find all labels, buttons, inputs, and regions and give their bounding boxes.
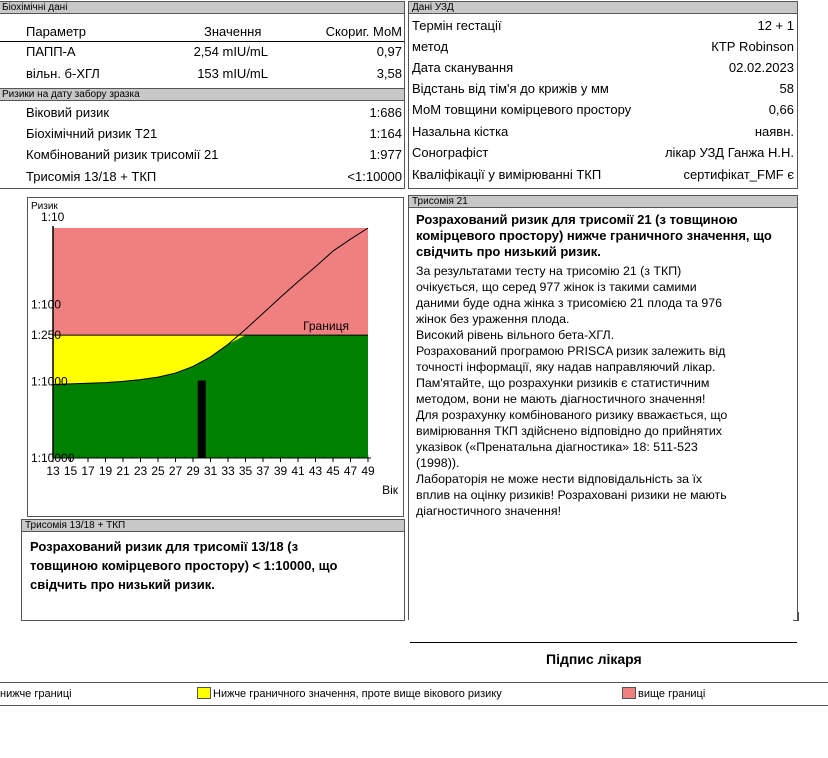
risk-value: <1:10000 [347,169,402,184]
risk-chart-panel [27,197,404,517]
usd-value: КТР Robinson [711,39,794,54]
usd-label: метод [412,39,449,54]
t1318-line: Розрахований ризик для трисомії 13/18 (з [30,539,299,554]
usd-value: лікар УЗД Ганжа Н.Н. [664,145,794,160]
usd-row [409,58,797,78]
signature-label: Підпис лікаря [546,651,642,667]
t21-line: очікується, що серед 977 жінок із такими самими [416,280,697,294]
usd-row [409,165,797,185]
signature-line [410,642,797,643]
usd-row [409,143,797,163]
t1318-line: свідчить про низький ризик. [30,577,215,592]
t21-line: Для розрахунку комбінованого ризику вважається, що [416,408,728,422]
x-tick-label: 43 [308,464,323,478]
t21-line: вимірювання ТКП здійснено відповідно до прийнятих [416,424,722,438]
x-tick-label: 29 [186,464,200,478]
usd-value: 58 [779,81,794,96]
x-tick-label: 25 [151,464,165,478]
patient-marker [198,381,206,458]
usd-panel [408,1,798,189]
t21-line: діагностичного значення! [416,504,562,518]
y-axis-label: Ризик [31,201,58,212]
usd-value: 02.02.2023 [728,60,794,75]
x-tick-label: 15 [63,464,78,478]
biochem-header: Біохімічні дані [0,2,404,14]
t21-panel [408,195,798,620]
legend-bar [0,682,828,706]
col-mom: Скориг. МоМ [325,24,402,39]
biochem-row-hcg [0,64,404,84]
t1318-panel [21,519,405,621]
x-tick-label: 13 [46,464,60,478]
t21-line: (1998)). [416,456,460,470]
usd-value: 12 + 1 [757,18,794,33]
x-tick-label: 45 [326,464,340,478]
t21-panel-corner [793,612,799,621]
t21-line: вплив на оцінку ризиків! Розраховані ризики не мають [416,488,727,502]
legend-mid-label: Нижче граничного значення, проте вище вікового ризику [213,688,502,700]
t21-line: жінок без ураження плода. [416,312,570,326]
risk-value: 1:686 [369,105,402,120]
risk-row [0,145,404,165]
t21-line: Лабораторія не може нести відповідальність за їх [416,472,703,486]
t1318-line: товщиною комірцевого простору) < 1:10000, що [30,558,338,573]
biochem-col-headers [0,22,404,42]
param-name: ПАПП-А [26,44,76,59]
t21-line: даними буде одна жінка з трисомією 21 плода та 976 [416,296,723,310]
risk-row [0,167,404,187]
t21-line: методом, вони не мають діагностичного значення! [416,392,706,406]
legend-low-label: нижче границі [0,688,72,700]
usd-label: Сонографіст [412,145,489,160]
risks-panel [0,88,405,189]
usd-label: Термін гестації [412,18,502,33]
col-value: Значення [204,24,262,39]
risk-label: Віковий ризик [26,105,110,120]
param-value: 153 mIU/mL [197,66,268,81]
t1318-text [30,537,337,594]
x-tick-label: 31 [203,464,218,478]
usd-value: сертифікат_FMF є [683,167,794,182]
cutoff-label: Границя [303,319,349,334]
usd-label: Назальна кістка [412,124,509,139]
usd-value: наявн. [754,124,794,139]
x-tick-label: 47 [343,464,358,478]
x-axis-label: Вік [382,483,398,497]
y-tick-label: 1:100 [31,297,62,312]
risk-chart [28,198,405,518]
x-tick-label: 33 [221,464,235,478]
t21-line: Пам'ятайте, що розрахунки ризиків є статистичним [416,376,710,390]
y-tick-label: 1:10 [41,210,65,224]
t21-line: указівок («Пренатальна діагностика» 18: 511-523 [416,440,698,454]
param-value: 2,54 mIU/mL [193,44,268,59]
risks-header: Ризики на дату забору зразка [0,89,404,101]
risk-label: Біохімічний ризик Т21 [26,126,158,141]
y-tick-label: 1:250 [31,328,62,343]
biochem-panel [0,1,405,89]
usd-label: Відстань від тім'я до крижів у мм [412,81,609,96]
usd-label: МоМ товщини комірцевого простору [412,102,632,117]
risk-value: 1:164 [369,126,402,141]
risk-label: Трисомія 13/18 + ТКП [26,169,157,184]
usd-row [409,79,797,99]
x-tick-label: 23 [133,464,148,478]
t21-body [416,263,798,519]
risk-value: 1:977 [369,147,402,162]
t21-line: точності інформації, яку надав направляючий лікар. [416,360,716,374]
risk-label: Комбінований ризик трисомії 21 [26,147,219,162]
legend-high-swatch [622,687,636,699]
y-tick-label: 1:10000 [31,451,75,465]
x-tick-label: 19 [98,464,113,478]
x-tick-label: 49 [361,464,375,478]
t21-line: Високий рівень вільного бета-ХГЛ. [416,328,615,342]
param-name: вільн. б-ХГЛ [26,66,100,81]
usd-row [409,100,797,120]
x-tick-label: 17 [81,464,95,478]
t21-bold-text: Розрахований ризик для трисомії 21 (з товщиною комірцевого простору) нижче граничного значення, що свідчить про низький ризик. [416,212,772,259]
usd-label: Дата сканування [412,60,514,75]
x-tick-label: 27 [168,464,183,478]
x-tick-label: 21 [116,464,130,478]
t21-line: Розрахований програмою PRISCA ризик залежить від [416,344,726,358]
risk-row [0,103,404,123]
t21-header: Трисомія 21 [409,196,797,208]
biochem-row-papp [0,42,404,62]
usd-row [409,122,797,142]
param-mom: 3,58 [376,66,402,81]
legend-mid-swatch [197,687,211,699]
x-tick-label: 39 [273,464,288,478]
usd-row [409,16,797,36]
legend-high-label: вище границі [638,688,706,700]
usd-value: 0,66 [768,102,794,117]
t1318-header: Трисомія 13/18 + ТКП [22,520,404,532]
x-tick-label: 35 [238,464,253,478]
usd-label: Кваліфікації у вимірюванні ТКП [412,167,602,182]
y-tick-label: 1:1000 [31,374,68,389]
col-param: Параметр [26,24,86,39]
t21-line: За результатами тесту на трисомію 21 (з ТКП) [416,264,682,278]
x-tick-label: 37 [256,464,270,478]
usd-row [409,37,797,57]
risk-row [0,124,404,144]
usd-header: Дані УЗД [409,2,797,14]
param-mom: 0,97 [376,44,402,59]
x-tick-label: 41 [291,464,305,478]
